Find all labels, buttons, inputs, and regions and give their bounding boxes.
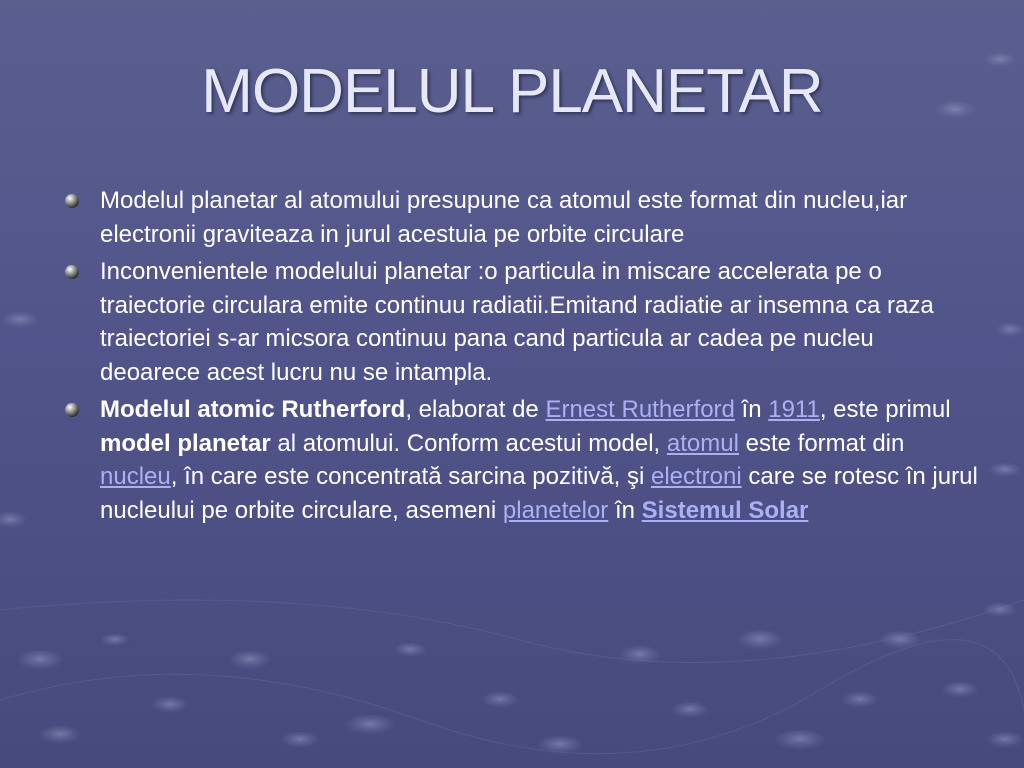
bullet-text: Inconvenientele modelului planetar :o particula in miscare accelerata pe o traiectorie circulara emite continuu radiatii.Emitand radiatie ar insemna ca raza traiectoriei s-ar micsora continuu pana cand particula ar cadea pe nucleu deoarece acest lucru nu se intampla. xyxy=(100,258,934,386)
bullet-item-planetary-model xyxy=(100,184,980,251)
sphere-bullet-icon xyxy=(64,193,80,209)
bullet-text: este format din xyxy=(738,429,905,457)
link-electroni[interactable]: electroni xyxy=(650,463,742,490)
sphere-bullet-icon xyxy=(64,402,80,418)
bullet-text: Modelul planetar al atomului presupune ca atomul este format din nucleu,iar electronii graviteaza in jurul acestuia pe orbite circulare xyxy=(100,187,908,248)
sphere-bullet-icon xyxy=(64,264,80,280)
bullet-text: în xyxy=(608,496,642,524)
rutherford-model-term: Modelul atomic Rutherford xyxy=(100,396,406,423)
bullet-list xyxy=(100,184,980,531)
planetary-model-term: model planetar xyxy=(100,429,271,457)
bullet-text: , în care este concentrată sarcina pozitivă, şi xyxy=(170,463,651,490)
link-atomul[interactable]: atomul xyxy=(666,429,739,457)
bullet-text: , elaborat de xyxy=(405,396,546,423)
bullet-item-rutherford xyxy=(100,393,980,527)
link-sistemul-solar[interactable]: Sistemul Solar xyxy=(641,496,809,524)
link-year-1911[interactable]: 1911 xyxy=(768,396,820,423)
bullet-text: al atomului. Conform acestui model, xyxy=(270,429,667,457)
bullet-text: în xyxy=(734,396,769,423)
bullet-text: , este primul xyxy=(819,396,951,423)
link-planetelor[interactable]: planetelor xyxy=(502,496,609,524)
slide-title: MODELUL PLANETAR xyxy=(201,57,823,126)
bullet-item-inconveniences xyxy=(100,255,980,389)
bullet-text: care se rotesc în jurul nucleului pe orbite circulare, asemeni xyxy=(100,463,978,524)
link-nucleu[interactable]: nucleu xyxy=(100,463,171,490)
link-ernest-rutherford[interactable]: Ernest Rutherford xyxy=(545,396,735,423)
